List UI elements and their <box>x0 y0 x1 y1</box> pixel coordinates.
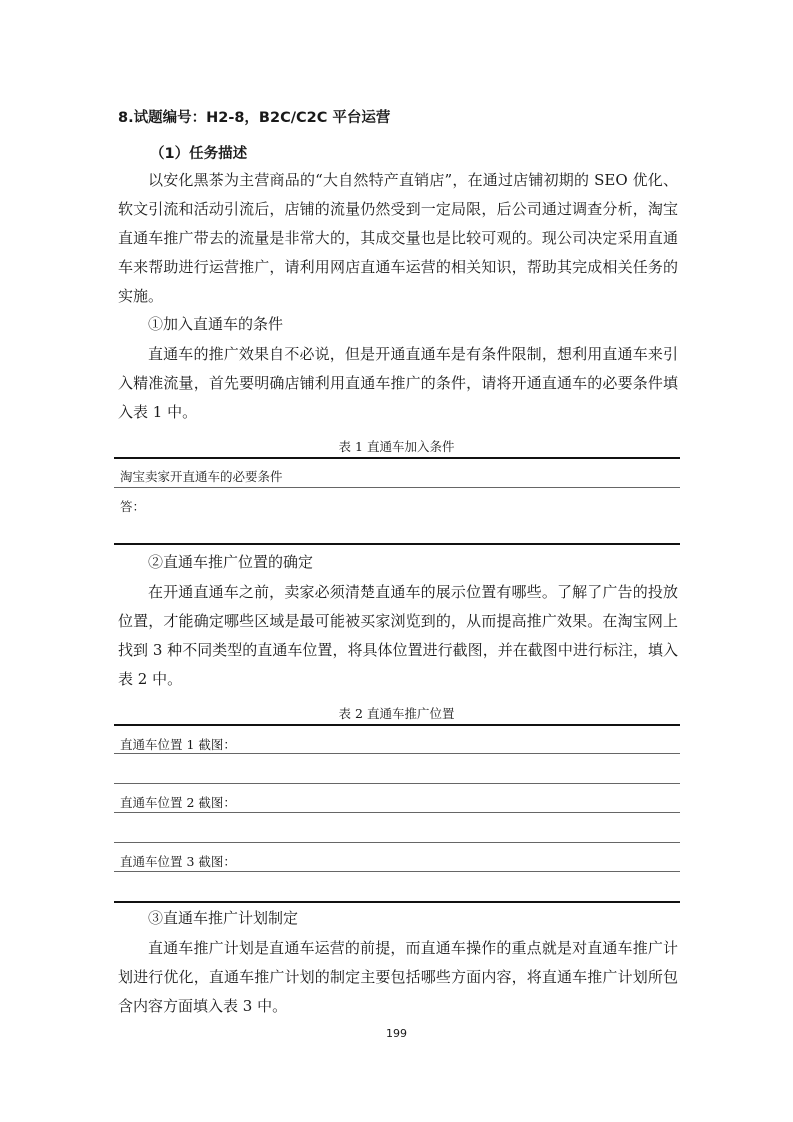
table2-top-rule <box>114 724 680 726</box>
sub1-title: ①加入直通车的条件 <box>148 315 284 333</box>
table2-rule <box>114 783 680 784</box>
table2-row-1: 直通车位置 1 截图： <box>120 737 236 752</box>
sub2-title: ②直通车推广位置的确定 <box>148 553 314 571</box>
sub2-paragraph: 在开通直通车之前，卖家必须清楚直通车的展示位置有哪些。了解了广告的投放位置，才能确定哪些区域是最可能被买家浏览到的，从而提高推广效果。在淘宝网上找到 3 种不同类型的直通车位置，将具体位置进行截图，并在截图中进行标注，填入表 2 中。 <box>118 583 678 688</box>
sub3-title: ③直通车推广计划制定 <box>148 909 299 927</box>
page-number: 199 <box>386 1027 407 1040</box>
table2-rule <box>114 753 680 754</box>
task-heading: （1）任务描述 <box>150 146 248 162</box>
table1-header: 淘宝卖家开直通车的必要条件 <box>120 469 283 484</box>
table2-rule <box>114 871 680 872</box>
section-heading: 8.试题编号：H2-8，B2C/C2C 平台运营 <box>118 110 391 126</box>
table1-header-rule <box>114 487 680 488</box>
sub3-paragraph: 直通车推广计划是直通车运营的前提，而直通车操作的重点就是对直通车推广计划进行优化，直通车推广计划的制定主要包括哪些方面内容，将直通车推广计划所包含内容方面填入表 3 中。 <box>118 939 678 1015</box>
table2-rule <box>114 812 680 813</box>
table1-bottom-rule <box>114 543 680 545</box>
intro-paragraph: 以安化黑茶为主营商品的“大自然特产直销店”，在通过店铺初期的 SEO 优化、软文引流和活动引流后，店铺的流量仍然受到一定局限，后公司通过调查分析，淘宝直通车推广带去的流量是非常大的，其成交量也是比较可观的。现公司决定采用直通车来帮助进行运营推广，请利用网店直通车运营的相关知识，帮助其完成相关任务的实施。 <box>118 171 678 305</box>
sub1-paragraph: 直通车的推广效果自不必说，但是开通直通车是有条件限制，想利用直通车来引入精准流量，首先要明确店铺利用直通车推广的条件，请将开通直通车的必要条件填入表 1 中。 <box>118 345 678 421</box>
table1-top-rule <box>114 457 680 459</box>
table2-row-2: 直通车位置 2 截图： <box>120 795 236 810</box>
table2-row-3: 直通车位置 3 截图： <box>120 854 236 869</box>
table1-caption: 表 1 直通车加入条件 <box>338 439 455 454</box>
table2-rule <box>114 842 680 843</box>
table1-answer-label: 答： <box>120 499 146 514</box>
table2-caption: 表 2 直通车推广位置 <box>338 706 455 721</box>
table2-bottom-rule <box>114 901 680 903</box>
